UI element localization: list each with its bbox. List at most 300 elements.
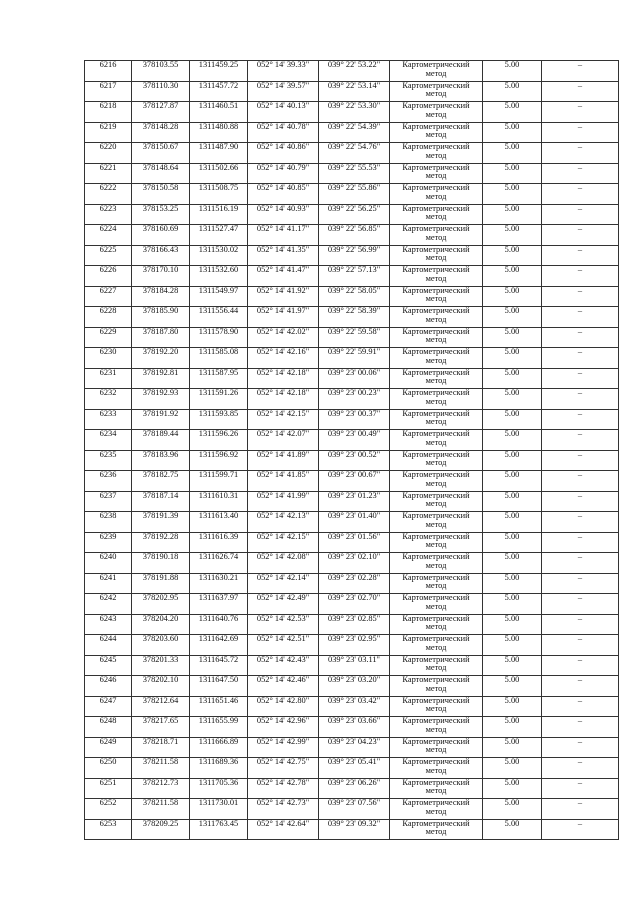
longitude-cell: 039° 22' 54.76" [319, 143, 390, 164]
method-line-2: метод [425, 601, 447, 611]
method-line-1: Картометрический [402, 757, 470, 766]
note-cell: – [542, 512, 619, 533]
y-coordinate-cell: 1311457.72 [190, 81, 248, 102]
table-row [85, 61, 619, 82]
accuracy-cell: 5.00 [483, 61, 542, 82]
method-line-1: Картометрический [402, 306, 470, 315]
point-number-cell: 6227 [85, 286, 132, 307]
x-coordinate-cell: 378212.64 [132, 696, 190, 717]
method-cell [390, 204, 483, 225]
point-number-cell: 6239 [85, 532, 132, 553]
table-row [85, 553, 619, 574]
method-line-1: Картометрический [402, 122, 470, 131]
point-number-cell: 6251 [85, 778, 132, 799]
method-line-2: метод [425, 150, 447, 160]
longitude-cell: 039° 22' 59.58" [319, 327, 390, 348]
accuracy-cell: 5.00 [483, 245, 542, 266]
y-coordinate-cell: 1311585.08 [190, 348, 248, 369]
method-line-1: Картометрический [402, 409, 470, 418]
point-number-cell: 6247 [85, 696, 132, 717]
accuracy-cell: 5.00 [483, 430, 542, 451]
latitude-cell: 052° 14' 40.93" [248, 204, 319, 225]
y-coordinate-cell: 1311508.75 [190, 184, 248, 205]
method-line-2: метод [425, 724, 447, 734]
x-coordinate-cell: 378187.14 [132, 491, 190, 512]
longitude-cell: 039° 23' 00.52" [319, 450, 390, 471]
longitude-cell: 039° 22' 54.39" [319, 122, 390, 143]
note-cell: – [542, 635, 619, 656]
latitude-cell: 052° 14' 40.85" [248, 184, 319, 205]
method-cell [390, 491, 483, 512]
latitude-cell: 052° 14' 42.96" [248, 717, 319, 738]
x-coordinate-cell: 378153.25 [132, 204, 190, 225]
method-line-1: Картометрический [402, 347, 470, 356]
y-coordinate-cell: 1311556.44 [190, 307, 248, 328]
method-line-1: Картометрический [402, 81, 470, 90]
note-cell: – [542, 430, 619, 451]
table-row [85, 266, 619, 287]
method-line-1: Картометрический [402, 388, 470, 397]
longitude-cell: 039° 23' 02.70" [319, 594, 390, 615]
longitude-cell: 039° 23' 03.42" [319, 696, 390, 717]
method-line-1: Картометрический [402, 470, 470, 479]
longitude-cell: 039° 22' 58.05" [319, 286, 390, 307]
point-number-cell: 6236 [85, 471, 132, 492]
method-line-2: метод [425, 68, 447, 78]
method-line-2: метод [425, 191, 447, 201]
y-coordinate-cell: 1311647.50 [190, 676, 248, 697]
table-row [85, 512, 619, 533]
point-number-cell: 6223 [85, 204, 132, 225]
x-coordinate-cell: 378211.58 [132, 799, 190, 820]
longitude-cell: 039° 22' 53.14" [319, 81, 390, 102]
accuracy-cell: 5.00 [483, 163, 542, 184]
point-number-cell: 6248 [85, 717, 132, 738]
note-cell: – [542, 245, 619, 266]
latitude-cell: 052° 14' 40.78" [248, 122, 319, 143]
x-coordinate-cell: 378185.90 [132, 307, 190, 328]
point-number-cell: 6216 [85, 61, 132, 82]
longitude-cell: 039° 22' 55.53" [319, 163, 390, 184]
accuracy-cell: 5.00 [483, 512, 542, 533]
note-cell: – [542, 266, 619, 287]
y-coordinate-cell: 1311666.89 [190, 737, 248, 758]
method-cell [390, 799, 483, 820]
method-line-1: Картометрический [402, 204, 470, 213]
method-line-1: Картометрический [402, 368, 470, 377]
method-cell [390, 368, 483, 389]
y-coordinate-cell: 1311599.71 [190, 471, 248, 492]
method-cell [390, 819, 483, 840]
method-line-1: Картометрический [402, 532, 470, 541]
coordinates-table [84, 60, 619, 840]
point-number-cell: 6233 [85, 409, 132, 430]
method-cell [390, 655, 483, 676]
point-number-cell: 6218 [85, 102, 132, 123]
latitude-cell: 052° 14' 42.49" [248, 594, 319, 615]
y-coordinate-cell: 1311460.51 [190, 102, 248, 123]
x-coordinate-cell: 378148.64 [132, 163, 190, 184]
latitude-cell: 052° 14' 42.18" [248, 368, 319, 389]
method-line-1: Картометрический [402, 286, 470, 295]
note-cell: – [542, 758, 619, 779]
point-number-cell: 6222 [85, 184, 132, 205]
method-line-1: Картометрический [402, 655, 470, 664]
method-line-1: Картометрический [402, 327, 470, 336]
x-coordinate-cell: 378127.87 [132, 102, 190, 123]
accuracy-cell: 5.00 [483, 676, 542, 697]
method-cell [390, 635, 483, 656]
longitude-cell: 039° 22' 56.99" [319, 245, 390, 266]
note-cell: – [542, 204, 619, 225]
method-cell [390, 512, 483, 533]
y-coordinate-cell: 1311502.66 [190, 163, 248, 184]
y-coordinate-cell: 1311578.90 [190, 327, 248, 348]
x-coordinate-cell: 378183.96 [132, 450, 190, 471]
table-row [85, 348, 619, 369]
point-number-cell: 6252 [85, 799, 132, 820]
method-line-1: Картометрический [402, 142, 470, 151]
method-cell [390, 327, 483, 348]
x-coordinate-cell: 378192.93 [132, 389, 190, 410]
accuracy-cell: 5.00 [483, 327, 542, 348]
method-line-2: метод [425, 335, 447, 345]
point-number-cell: 6230 [85, 348, 132, 369]
x-coordinate-cell: 378201.33 [132, 655, 190, 676]
method-line-1: Картометрический [402, 265, 470, 274]
note-cell: – [542, 717, 619, 738]
latitude-cell: 052° 14' 42.07" [248, 430, 319, 451]
method-line-1: Картометрический [402, 183, 470, 192]
note-cell: – [542, 450, 619, 471]
longitude-cell: 039° 23' 02.10" [319, 553, 390, 574]
latitude-cell: 052° 14' 41.92" [248, 286, 319, 307]
latitude-cell: 052° 14' 42.75" [248, 758, 319, 779]
method-line-2: метод [425, 806, 447, 816]
table-row [85, 409, 619, 430]
table-row [85, 204, 619, 225]
latitude-cell: 052° 14' 42.18" [248, 389, 319, 410]
latitude-cell: 052° 14' 42.46" [248, 676, 319, 697]
method-cell [390, 758, 483, 779]
method-cell [390, 245, 483, 266]
x-coordinate-cell: 378166.43 [132, 245, 190, 266]
point-number-cell: 6249 [85, 737, 132, 758]
y-coordinate-cell: 1311630.21 [190, 573, 248, 594]
accuracy-cell: 5.00 [483, 225, 542, 246]
longitude-cell: 039° 22' 57.13" [319, 266, 390, 287]
longitude-cell: 039° 23' 02.85" [319, 614, 390, 635]
point-number-cell: 6238 [85, 512, 132, 533]
point-number-cell: 6231 [85, 368, 132, 389]
x-coordinate-cell: 378170.10 [132, 266, 190, 287]
method-cell [390, 778, 483, 799]
method-line-2: метод [425, 171, 447, 181]
method-line-2: метод [425, 294, 447, 304]
latitude-cell: 052° 14' 42.64" [248, 819, 319, 840]
table-body [85, 61, 619, 840]
method-line-1: Картометрический [402, 245, 470, 254]
note-cell: – [542, 225, 619, 246]
method-line-1: Картометрический [402, 101, 470, 110]
method-cell [390, 553, 483, 574]
longitude-cell: 039° 23' 04.23" [319, 737, 390, 758]
method-line-1: Картометрический [402, 716, 470, 725]
point-number-cell: 6224 [85, 225, 132, 246]
method-cell [390, 163, 483, 184]
table-row [85, 819, 619, 840]
method-line-2: метод [425, 581, 447, 591]
x-coordinate-cell: 378182.75 [132, 471, 190, 492]
accuracy-cell: 5.00 [483, 696, 542, 717]
method-line-1: Картометрический [402, 573, 470, 582]
latitude-cell: 052° 14' 40.79" [248, 163, 319, 184]
longitude-cell: 039° 23' 00.06" [319, 368, 390, 389]
accuracy-cell: 5.00 [483, 143, 542, 164]
y-coordinate-cell: 1311613.40 [190, 512, 248, 533]
table-row [85, 307, 619, 328]
x-coordinate-cell: 378212.73 [132, 778, 190, 799]
method-line-1: Картометрический [402, 511, 470, 520]
method-cell [390, 409, 483, 430]
point-number-cell: 6245 [85, 655, 132, 676]
x-coordinate-cell: 378110.30 [132, 81, 190, 102]
method-line-2: метод [425, 396, 447, 406]
longitude-cell: 039° 23' 00.67" [319, 471, 390, 492]
note-cell: – [542, 143, 619, 164]
y-coordinate-cell: 1311532.60 [190, 266, 248, 287]
note-cell: – [542, 102, 619, 123]
table-row [85, 143, 619, 164]
y-coordinate-cell: 1311637.97 [190, 594, 248, 615]
method-cell [390, 430, 483, 451]
point-number-cell: 6253 [85, 819, 132, 840]
method-line-2: метод [425, 232, 447, 242]
method-line-2: метод [425, 89, 447, 99]
y-coordinate-cell: 1311705.36 [190, 778, 248, 799]
method-line-1: Картометрический [402, 224, 470, 233]
accuracy-cell: 5.00 [483, 799, 542, 820]
method-line-2: метод [425, 683, 447, 693]
note-cell: – [542, 532, 619, 553]
method-line-2: метод [425, 478, 447, 488]
method-line-2: метод [425, 622, 447, 632]
note-cell: – [542, 81, 619, 102]
note-cell: – [542, 799, 619, 820]
method-line-1: Картометрический [402, 593, 470, 602]
accuracy-cell: 5.00 [483, 286, 542, 307]
method-line-2: метод [425, 212, 447, 222]
accuracy-cell: 5.00 [483, 614, 542, 635]
method-line-2: метод [425, 745, 447, 755]
y-coordinate-cell: 1311591.26 [190, 389, 248, 410]
method-line-1: Картометрический [402, 163, 470, 172]
method-line-2: метод [425, 417, 447, 427]
method-cell [390, 61, 483, 82]
method-line-1: Картометрический [402, 737, 470, 746]
method-line-1: Картометрический [402, 60, 470, 69]
latitude-cell: 052° 14' 41.17" [248, 225, 319, 246]
point-number-cell: 6237 [85, 491, 132, 512]
point-number-cell: 6242 [85, 594, 132, 615]
accuracy-cell: 5.00 [483, 184, 542, 205]
y-coordinate-cell: 1311527.47 [190, 225, 248, 246]
longitude-cell: 039° 22' 56.25" [319, 204, 390, 225]
x-coordinate-cell: 378217.65 [132, 717, 190, 738]
y-coordinate-cell: 1311487.90 [190, 143, 248, 164]
method-line-2: метод [425, 540, 447, 550]
accuracy-cell: 5.00 [483, 81, 542, 102]
table-row [85, 778, 619, 799]
method-line-1: Картометрический [402, 819, 470, 828]
method-cell [390, 266, 483, 287]
method-line-1: Картометрический [402, 798, 470, 807]
point-number-cell: 6235 [85, 450, 132, 471]
accuracy-cell: 5.00 [483, 348, 542, 369]
method-line-2: метод [425, 109, 447, 119]
x-coordinate-cell: 378192.28 [132, 532, 190, 553]
method-line-2: метод [425, 519, 447, 529]
longitude-cell: 039° 23' 00.37" [319, 409, 390, 430]
x-coordinate-cell: 378190.18 [132, 553, 190, 574]
latitude-cell: 052° 14' 41.47" [248, 266, 319, 287]
y-coordinate-cell: 1311480.88 [190, 122, 248, 143]
point-number-cell: 6228 [85, 307, 132, 328]
table-row [85, 450, 619, 471]
x-coordinate-cell: 378192.20 [132, 348, 190, 369]
latitude-cell: 052° 14' 42.14" [248, 573, 319, 594]
longitude-cell: 039° 23' 05.41" [319, 758, 390, 779]
point-number-cell: 6225 [85, 245, 132, 266]
note-cell: – [542, 348, 619, 369]
note-cell: – [542, 573, 619, 594]
longitude-cell: 039° 22' 58.39" [319, 307, 390, 328]
note-cell: – [542, 184, 619, 205]
accuracy-cell: 5.00 [483, 553, 542, 574]
point-number-cell: 6232 [85, 389, 132, 410]
accuracy-cell: 5.00 [483, 368, 542, 389]
method-cell [390, 594, 483, 615]
method-cell [390, 717, 483, 738]
accuracy-cell: 5.00 [483, 573, 542, 594]
longitude-cell: 039° 23' 06.26" [319, 778, 390, 799]
table-row [85, 81, 619, 102]
latitude-cell: 052° 14' 42.15" [248, 532, 319, 553]
longitude-cell: 039° 23' 03.11" [319, 655, 390, 676]
table-row [85, 245, 619, 266]
latitude-cell: 052° 14' 40.86" [248, 143, 319, 164]
method-line-2: метод [425, 765, 447, 775]
latitude-cell: 052° 14' 42.51" [248, 635, 319, 656]
note-cell: – [542, 491, 619, 512]
table-row [85, 471, 619, 492]
accuracy-cell: 5.00 [483, 717, 542, 738]
longitude-cell: 039° 23' 00.49" [319, 430, 390, 451]
x-coordinate-cell: 378189.44 [132, 430, 190, 451]
table-row [85, 573, 619, 594]
note-cell: – [542, 368, 619, 389]
y-coordinate-cell: 1311616.39 [190, 532, 248, 553]
method-cell [390, 81, 483, 102]
table-row [85, 102, 619, 123]
y-coordinate-cell: 1311587.95 [190, 368, 248, 389]
table-row [85, 184, 619, 205]
accuracy-cell: 5.00 [483, 307, 542, 328]
x-coordinate-cell: 378202.95 [132, 594, 190, 615]
latitude-cell: 052° 14' 41.85" [248, 471, 319, 492]
method-line-2: метод [425, 642, 447, 652]
longitude-cell: 039° 22' 53.30" [319, 102, 390, 123]
x-coordinate-cell: 378218.71 [132, 737, 190, 758]
note-cell: – [542, 778, 619, 799]
table-row [85, 327, 619, 348]
y-coordinate-cell: 1311642.69 [190, 635, 248, 656]
accuracy-cell: 5.00 [483, 122, 542, 143]
y-coordinate-cell: 1311516.19 [190, 204, 248, 225]
table-row [85, 717, 619, 738]
method-cell [390, 696, 483, 717]
note-cell: – [542, 594, 619, 615]
table-row [85, 635, 619, 656]
x-coordinate-cell: 378150.67 [132, 143, 190, 164]
method-line-2: метод [425, 458, 447, 468]
method-cell [390, 348, 483, 369]
y-coordinate-cell: 1311651.46 [190, 696, 248, 717]
table-row [85, 163, 619, 184]
method-cell [390, 532, 483, 553]
point-number-cell: 6240 [85, 553, 132, 574]
method-line-2: метод [425, 827, 447, 837]
method-line-2: метод [425, 130, 447, 140]
note-cell: – [542, 696, 619, 717]
latitude-cell: 052° 14' 42.08" [248, 553, 319, 574]
x-coordinate-cell: 378191.92 [132, 409, 190, 430]
latitude-cell: 052° 14' 41.99" [248, 491, 319, 512]
latitude-cell: 052° 14' 42.73" [248, 799, 319, 820]
x-coordinate-cell: 378184.28 [132, 286, 190, 307]
table-row [85, 655, 619, 676]
note-cell: – [542, 471, 619, 492]
note-cell: – [542, 676, 619, 697]
x-coordinate-cell: 378192.81 [132, 368, 190, 389]
latitude-cell: 052° 14' 42.80" [248, 696, 319, 717]
y-coordinate-cell: 1311689.36 [190, 758, 248, 779]
method-cell [390, 225, 483, 246]
x-coordinate-cell: 378150.58 [132, 184, 190, 205]
y-coordinate-cell: 1311655.99 [190, 717, 248, 738]
method-cell [390, 573, 483, 594]
point-number-cell: 6244 [85, 635, 132, 656]
table-row [85, 225, 619, 246]
point-number-cell: 6226 [85, 266, 132, 287]
latitude-cell: 052° 14' 41.35" [248, 245, 319, 266]
accuracy-cell: 5.00 [483, 778, 542, 799]
note-cell: – [542, 286, 619, 307]
table-row [85, 368, 619, 389]
method-line-1: Картометрический [402, 696, 470, 705]
point-number-cell: 6241 [85, 573, 132, 594]
table-row [85, 430, 619, 451]
method-cell [390, 614, 483, 635]
note-cell: – [542, 614, 619, 635]
point-number-cell: 6243 [85, 614, 132, 635]
accuracy-cell: 5.00 [483, 102, 542, 123]
point-number-cell: 6234 [85, 430, 132, 451]
x-coordinate-cell: 378204.20 [132, 614, 190, 635]
method-line-2: метод [425, 273, 447, 283]
latitude-cell: 052° 14' 42.78" [248, 778, 319, 799]
method-cell [390, 102, 483, 123]
